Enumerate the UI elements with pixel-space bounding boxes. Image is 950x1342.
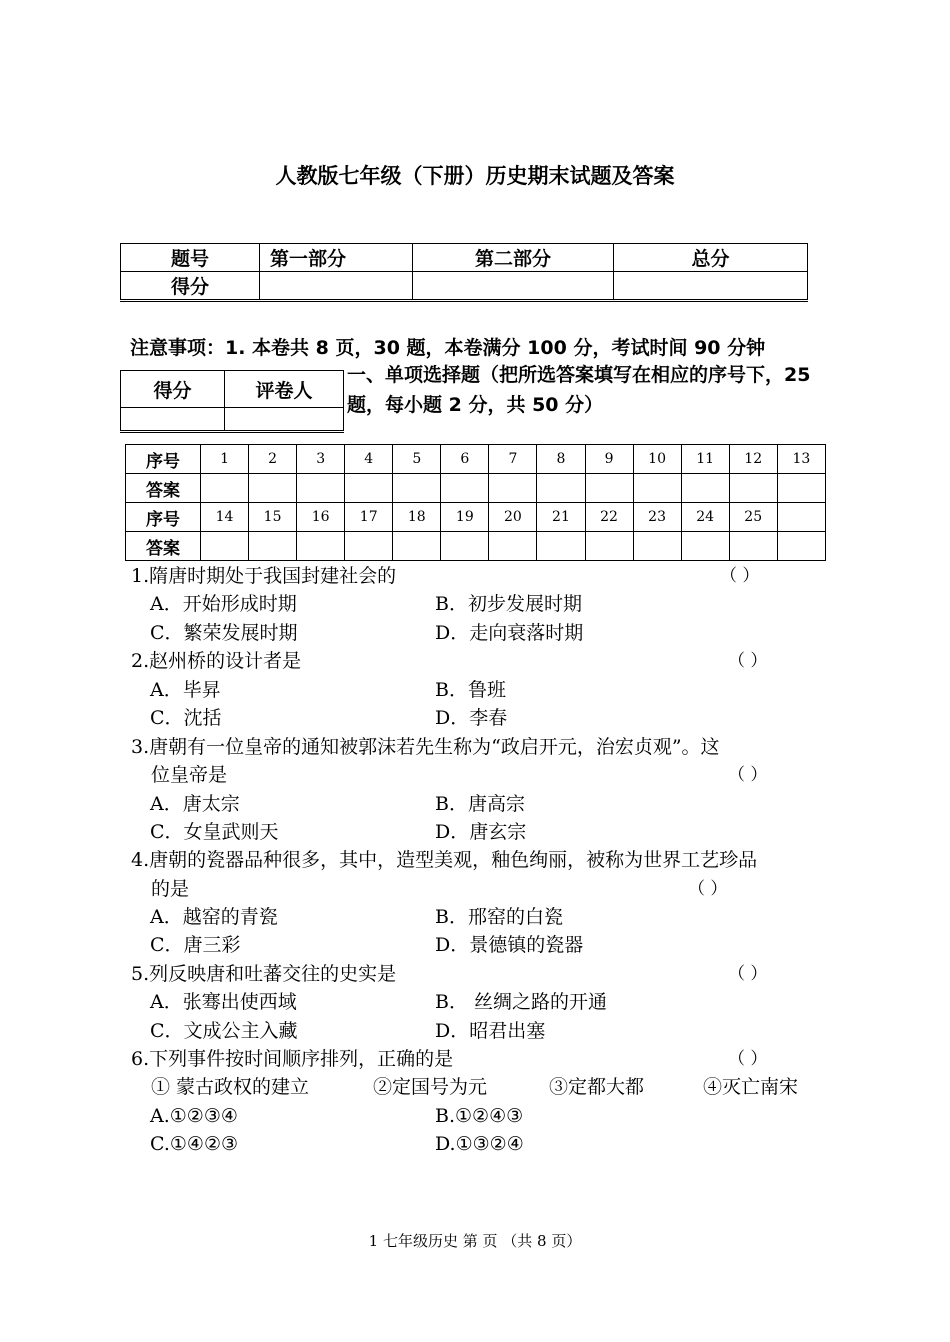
answer-cell[interactable] <box>249 474 297 503</box>
score-cell[interactable] <box>260 272 413 301</box>
answer-grid-answer-row-2 <box>126 532 826 561</box>
question-stem: 5.列反映唐和吐蕃交往的史实是 <box>131 963 397 985</box>
option-a: A．张骞出使西域 <box>150 991 297 1013</box>
answer-cell[interactable] <box>537 474 585 503</box>
option-b: B． 丝绸之路的开通 <box>435 991 608 1013</box>
seq-number: 17 <box>345 503 393 532</box>
option-d: D．走向衰落时期 <box>435 622 584 644</box>
option-b: B.①②④③ <box>435 1105 524 1127</box>
seq-number: 5 <box>393 445 441 474</box>
notice: 注意事项：1. 本卷共 8 页，30 题，本卷满分 100 分，考试时间 90 分钟 <box>130 337 766 359</box>
option-b: B．唐高宗 <box>435 793 525 815</box>
seq-number: 24 <box>681 503 729 532</box>
seq-number: 6 <box>441 445 489 474</box>
option-d: D．李春 <box>435 707 508 729</box>
question-stem: 1.隋唐时期处于我国封建社会的 <box>131 565 397 587</box>
section-title: 一、单项选择题（把所选答案填写在相应的序号下，25 题，每小题 2 分，共 50 分） <box>347 364 811 416</box>
answer-paren[interactable]: （ ） <box>728 964 768 984</box>
question-stem: 6.下列事件按时间顺序排列，正确的是 <box>131 1048 454 1070</box>
grader-person-label: 评卷人 <box>225 371 344 408</box>
score-header-qnum: 题号 <box>121 244 260 272</box>
score-cell[interactable] <box>614 272 808 301</box>
answer-cell[interactable] <box>777 474 825 503</box>
seq-number: 1 <box>201 445 249 474</box>
answer-grid-seq-row-1 <box>126 445 826 474</box>
score-header-part1: 第一部分 <box>260 244 413 272</box>
option-b: B．邢窑的白瓷 <box>435 906 563 928</box>
seq-number: 9 <box>585 445 633 474</box>
seq-number: 14 <box>201 503 249 532</box>
option-c: C.①④②③ <box>150 1133 239 1155</box>
grader-score-label: 得分 <box>121 371 225 408</box>
score-table <box>120 243 808 302</box>
answer-cell[interactable] <box>729 532 777 561</box>
seq-number: 25 <box>729 503 777 532</box>
seq-number: 3 <box>297 445 345 474</box>
answer-cell[interactable] <box>345 532 393 561</box>
score-row-label: 得分 <box>121 272 260 301</box>
event-item: ③定都大都 <box>549 1076 645 1098</box>
question-stem: 2.赵州桥的设计者是 <box>131 650 302 672</box>
answer-cell[interactable] <box>681 474 729 503</box>
answer-cell[interactable] <box>537 532 585 561</box>
grader-table <box>120 370 344 433</box>
seq-number: 16 <box>297 503 345 532</box>
answer-cell[interactable] <box>681 532 729 561</box>
option-c: C．文成公主入藏 <box>150 1020 298 1042</box>
grader-score-cell[interactable] <box>121 408 225 432</box>
option-a: A．唐太宗 <box>150 793 240 815</box>
page-footer: 1 七年级历史 第 页 （共 8 页） <box>368 1232 582 1250</box>
seq-label: 序号 <box>126 445 201 474</box>
answer-cell[interactable] <box>777 532 825 561</box>
score-header-total: 总分 <box>614 244 808 272</box>
seq-number: 23 <box>633 503 681 532</box>
answer-paren[interactable]: （ ） <box>688 879 728 899</box>
answer-cell[interactable] <box>585 474 633 503</box>
answer-cell[interactable] <box>489 532 537 561</box>
answer-cell[interactable] <box>297 532 345 561</box>
seq-number: 10 <box>633 445 681 474</box>
option-c: C．繁荣发展时期 <box>150 622 298 644</box>
answer-cell[interactable] <box>249 532 297 561</box>
seq-number: 4 <box>345 445 393 474</box>
event-item: ②定国号为元 <box>373 1076 488 1098</box>
seq-number: 20 <box>489 503 537 532</box>
option-d: D．唐玄宗 <box>435 821 527 843</box>
answer-grid-answer-row-1 <box>126 474 826 503</box>
seq-number: 19 <box>441 503 489 532</box>
seq-number: 15 <box>249 503 297 532</box>
seq-number: 12 <box>729 445 777 474</box>
answer-cell[interactable] <box>633 474 681 503</box>
answer-cell[interactable] <box>489 474 537 503</box>
seq-number: 13 <box>777 445 825 474</box>
answer-label: 答案 <box>126 532 201 561</box>
seq-number: 22 <box>585 503 633 532</box>
answer-cell[interactable] <box>633 532 681 561</box>
answer-cell[interactable] <box>297 474 345 503</box>
answer-cell[interactable] <box>441 474 489 503</box>
option-a: A．毕昇 <box>150 679 221 701</box>
event-item: ④灭亡南宋 <box>703 1076 799 1098</box>
score-header-part2: 第二部分 <box>413 244 614 272</box>
answer-cell[interactable] <box>729 474 777 503</box>
seq-number: 8 <box>537 445 585 474</box>
seq-number <box>777 503 825 532</box>
answer-paren[interactable]: （ ） <box>728 651 768 671</box>
answer-grid-seq-row-2 <box>126 503 826 532</box>
grader-person-cell[interactable] <box>225 408 344 432</box>
answer-cell[interactable] <box>393 532 441 561</box>
answer-cell[interactable] <box>201 532 249 561</box>
option-c: C．沈括 <box>150 707 222 729</box>
option-d: D．景德镇的瓷器 <box>435 934 584 956</box>
answer-cell[interactable] <box>441 532 489 561</box>
seq-label: 序号 <box>126 503 201 532</box>
answer-cell[interactable] <box>201 474 249 503</box>
option-a: A．越窑的青瓷 <box>150 906 278 928</box>
option-c: C．唐三彩 <box>150 934 241 956</box>
answer-cell[interactable] <box>393 474 441 503</box>
answer-cell[interactable] <box>345 474 393 503</box>
option-b: B．初步发展时期 <box>435 593 582 615</box>
answer-paren[interactable]: （ ） <box>720 566 760 586</box>
answer-label: 答案 <box>126 474 201 503</box>
question-stem-continued: 位皇帝是 <box>151 764 228 786</box>
score-cell[interactable] <box>413 272 614 301</box>
option-b: B．鲁班 <box>435 679 506 701</box>
option-a: A.①②③④ <box>150 1105 238 1127</box>
answer-grid <box>125 444 826 561</box>
answer-paren[interactable]: （ ） <box>728 1049 768 1069</box>
page-title: 人教版七年级（下册）历史期末试题及答案 <box>275 164 675 188</box>
seq-number: 7 <box>489 445 537 474</box>
option-c: C．女皇武则天 <box>150 821 279 843</box>
answer-paren[interactable]: （ ） <box>728 765 768 785</box>
question-stem: 4.唐朝的瓷器品种很多，其中，造型美观，釉色绚丽，被称为世界工艺珍品 <box>131 849 758 871</box>
event-item: ① 蒙古政权的建立 <box>151 1076 310 1098</box>
option-d: D.①③②④ <box>435 1133 524 1155</box>
seq-number: 18 <box>393 503 441 532</box>
question-stem-continued: 的是 <box>151 878 190 900</box>
seq-number: 21 <box>537 503 585 532</box>
answer-cell[interactable] <box>585 532 633 561</box>
option-a: A．开始形成时期 <box>150 593 297 615</box>
question-stem: 3.唐朝有一位皇帝的通知被郭沫若先生称为“政启开元，治宏贞观”。这 <box>131 736 720 758</box>
option-d: D．昭君出塞 <box>435 1020 546 1042</box>
seq-number: 2 <box>249 445 297 474</box>
seq-number: 11 <box>681 445 729 474</box>
